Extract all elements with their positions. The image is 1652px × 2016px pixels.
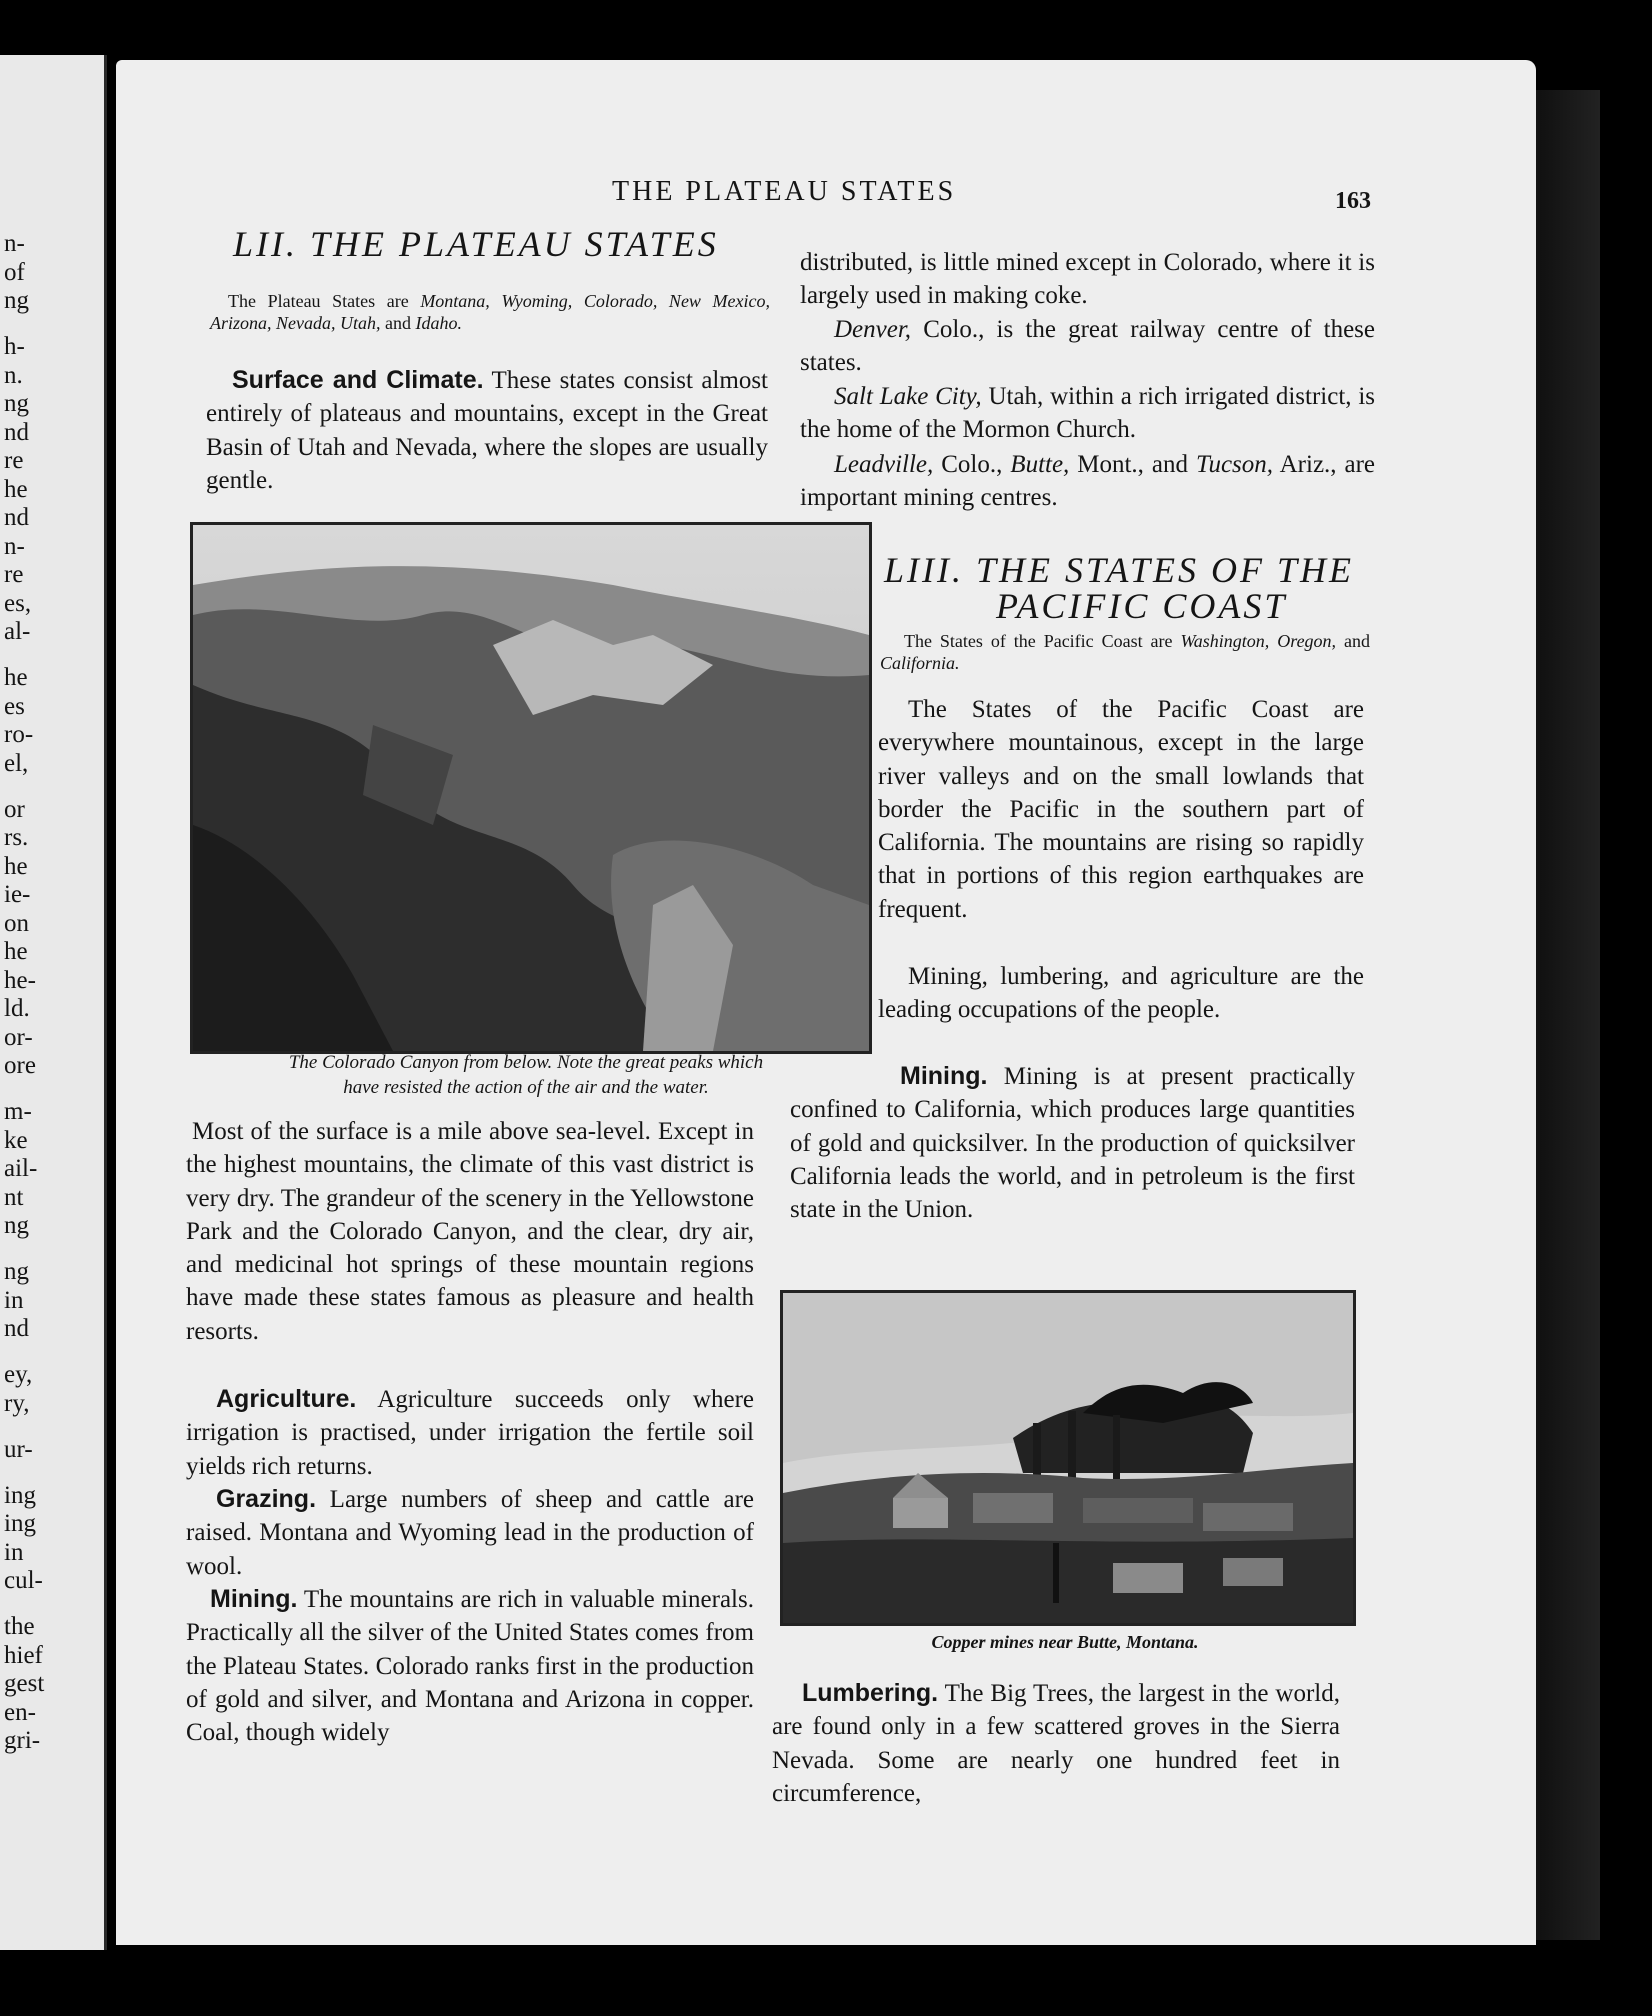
left-page-fragment-1: of [4, 258, 25, 286]
lumbering-text: The Big Trees, the largest in the world, are found only in a few scattered groves in the Sierra Nevada. Some are nearly one hundred feet in circumference, [772, 1680, 1340, 1807]
mining-centres-paragraph [800, 448, 1375, 515]
section-53-title-line-2: PACIFIC COAST [996, 586, 1288, 626]
mining-continued-paragraph: distributed, is little mined except in Colorado, where it is largely used in making coke. [800, 249, 1375, 310]
salt-lake-text: Utah, within a rich irrigated district, is the home of the Mormon Church. [800, 383, 1375, 444]
denver-name: Denver, [834, 316, 912, 343]
left-page-fragment-2: ng [4, 287, 29, 314]
page-number: 163 [1335, 188, 1371, 214]
left-page-fragment-0: n- [4, 230, 25, 257]
left-page-fragment-13: al- [4, 618, 31, 645]
surface-continued-paragraph: Most of the surface is a mile above sea-level. Except in the highest mountains, the climate of this vast district is very dry. The grandeur of the scenery in the Yellowstone Park and the Colorado Canyon, and the clear, dry air, and medicinal hot springs of these mountain regions have made these states famous as pleasure and health resorts. [186, 1118, 754, 1345]
denver-paragraph [800, 313, 1375, 380]
salt-lake-paragraph [800, 380, 1375, 447]
intro-53-and: and [1336, 631, 1370, 651]
intro-53-prefix: The States of the Pacific Coast are [904, 631, 1181, 651]
left-page-fragment-23: he [4, 938, 28, 965]
surface-climate-paragraph [206, 364, 768, 497]
agriculture-heading: Agriculture. [216, 1385, 357, 1413]
agriculture-paragraph [186, 1383, 754, 1483]
left-page-fragment-5: ng [4, 390, 29, 417]
left-page-fragment-42: cul- [4, 1567, 43, 1594]
left-page-fragment-30: ail- [4, 1155, 38, 1182]
left-page-fragment-36: ey, [4, 1361, 33, 1388]
intro-last-state: Idaho. [415, 313, 462, 333]
intro-prefix: The Plateau States are [228, 291, 421, 311]
grazing-heading: Grazing. [216, 1485, 317, 1513]
left-page-fragment-6: nd [4, 418, 29, 446]
left-page-fragment-19: rs. [4, 824, 29, 851]
section-53-title-line-1: LIII. THE STATES OF THE [884, 550, 1355, 590]
left-page-fragment-40: ing [4, 1510, 36, 1537]
section-52-intro [210, 290, 770, 334]
left-page-fragment-10: n- [4, 532, 25, 560]
mining-heading: Mining. [210, 1585, 298, 1613]
left-page-fragment-18: or [4, 795, 25, 823]
left-page-fragment-14: he [4, 664, 28, 691]
left-page-fragment-3: h- [4, 333, 25, 360]
left-page-fragment-24: he- [4, 966, 36, 994]
surface-climate-heading: Surface and Climate. [232, 366, 484, 394]
left-page-fragment-32: ng [4, 1212, 29, 1239]
intro-states: Montana, Wyoming, Colorado, New Mexico, Arizona, Nevada, Utah, [210, 291, 770, 333]
pacific-coast-paragraph: The States of the Pacific Coast are everywhere mountainous, except in the large river valleys and on the small lowlands that border the Pacific in the southern part of California. The mountains are rising so rapidly that in portions of this region earthquakes are frequent. [878, 696, 1364, 923]
running-head: THE PLATEAU STATES [612, 176, 957, 207]
left-page-fragment-21: ie- [4, 881, 31, 908]
colorado-canyon-photo [190, 522, 872, 1054]
canyon-caption-line-2: have resisted the action of the air and the water. [343, 1077, 709, 1098]
left-page-fragment-43: the [4, 1613, 35, 1640]
left-page-fragment-28: m- [4, 1098, 32, 1125]
section-53-intro [880, 630, 1370, 674]
canyon-caption [186, 1050, 866, 1100]
occupations-paragraph: Mining, lumbering, and agriculture are the leading occupations of the people. [878, 963, 1364, 1024]
left-page-fragment-22: on [4, 909, 29, 937]
mining-text: The mountains are rich in valuable minerals. Practically all the silver of the United States comes from the Plateau States. Colorado ranks first in the production of gold and silver, and Montana and Arizona in copper. Coal, though widely [186, 1586, 754, 1747]
section-52-title: LII. THE PLATEAU STATES [233, 224, 719, 264]
left-page-fragment-38: ur- [4, 1435, 33, 1463]
left-page-fragment-29: ke [4, 1126, 28, 1154]
left-page-fragment-11: re [4, 561, 24, 588]
left-page-fragment-7: re [4, 447, 24, 474]
lumbering-paragraph [772, 1677, 1340, 1810]
surface-climate-text: These states consist almost entirely of plateaus and mountains, except in the Great Basin of Utah and Nevada, where the slopes are usually gentle. [206, 367, 768, 494]
left-page-fragment-4: n. [4, 361, 23, 389]
left-page-fragment-33: ng [4, 1258, 29, 1285]
left-page-fragment-31: nt [4, 1183, 24, 1211]
left-page-fragment-47: gri- [4, 1727, 41, 1754]
tucson-rest: Ariz., are important mining centres. [800, 451, 1375, 512]
tucson-name: Tucson, [1195, 451, 1274, 478]
canyon-caption-line-1: The Colorado Canyon from below. Note the great peaks which [288, 1052, 764, 1073]
grazing-text: Large numbers of sheep and cattle are raised. Montana and Wyoming lead in the production of wool. [186, 1486, 754, 1580]
butte-name: Butte, [1010, 451, 1070, 478]
copper-mines-photo [780, 1290, 1356, 1626]
left-page-fragment-35: nd [4, 1315, 29, 1342]
leadville-name: Leadville, [834, 451, 934, 478]
mining-paragraph [186, 1583, 754, 1749]
left-page-fragment-15: es [4, 692, 25, 720]
grazing-paragraph [186, 1483, 754, 1583]
left-page-fragment-27: ore [4, 1052, 36, 1079]
intro-53-last: California. [880, 653, 960, 673]
intro-and: and [380, 313, 416, 333]
left-page-fragment-8: he [4, 475, 28, 503]
agriculture-text: Agriculture succeeds only where irrigation is practised, under irrigation the fertile soil yields rich returns. [186, 1386, 754, 1480]
pacific-mining-text: Mining is at present practically confined to California, which produces large quantities of gold and quicksilver. In the production of quicksilver California leads the world, and in petroleum is the first state in the Union. [790, 1063, 1355, 1224]
denver-text: Colo., is the great railway centre of these states. [800, 316, 1375, 377]
left-page-fragment-17: el, [4, 749, 29, 777]
mont-and: Mont., and [1069, 451, 1196, 478]
salt-lake-name: Salt Lake City, [834, 383, 982, 410]
left-page-fragment-37: ry, [4, 1389, 30, 1417]
left-page-fragment-46: en- [4, 1698, 36, 1726]
pacific-mining-paragraph [790, 1060, 1355, 1226]
left-page-fragment-45: gest [4, 1670, 45, 1697]
section-53-title [884, 552, 1404, 624]
left-page-fragment-20: he [4, 852, 28, 880]
left-page-fragment-25: ld. [4, 995, 30, 1022]
copper-mines-caption: Copper mines near Butte, Montana. [931, 1632, 1199, 1652]
pacific-mining-heading: Mining. [900, 1062, 988, 1090]
colo-sep: Colo., [933, 451, 1011, 478]
left-page-fragment-16: ro- [4, 721, 34, 748]
left-page-fragment-41: in [4, 1538, 24, 1566]
left-page-fragment-12: es, [4, 589, 32, 617]
left-page-fragment-44: hief [4, 1641, 43, 1669]
left-page-fragment [0, 55, 107, 1950]
lumbering-heading: Lumbering. [802, 1679, 939, 1707]
intro-53-states: Washington, Oregon, [1180, 631, 1337, 651]
left-page-fragment-34: in [4, 1286, 24, 1314]
left-page-fragment-9: nd [4, 504, 29, 531]
left-page-fragment-39: ing [4, 1481, 36, 1509]
left-page-fragment-26: or- [4, 1023, 33, 1051]
